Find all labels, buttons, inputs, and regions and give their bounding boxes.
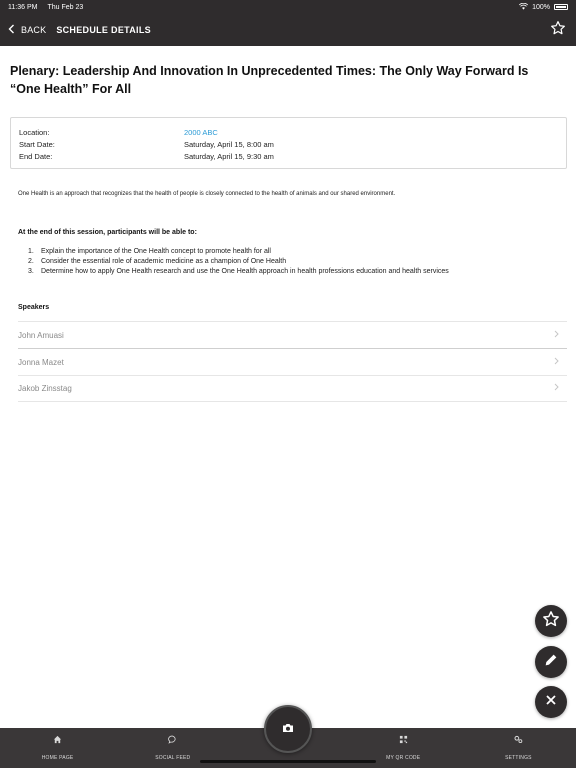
session-info-card xyxy=(10,117,567,169)
list-item: 1. Explain the importance of the One Health concept to promote health for all xyxy=(28,248,271,255)
star-outline-icon xyxy=(550,20,566,41)
location-link[interactable]: 2000 ABC xyxy=(184,127,218,137)
chevron-left-icon xyxy=(8,24,15,36)
info-row-start xyxy=(19,138,558,150)
page-title: SCHEDULE DETAILS xyxy=(56,25,151,35)
status-bar xyxy=(0,0,576,14)
list-item: 2. Consider the essential role of academic medicine as a champion of One Health xyxy=(28,258,287,265)
info-row-end xyxy=(19,150,558,162)
status-date: Thu Feb 23 xyxy=(47,3,84,11)
speaker-name: Jakob Zinsstag xyxy=(18,384,72,393)
pencil-icon xyxy=(543,652,559,673)
start-date-value: Saturday, April 15, 8:00 am xyxy=(184,139,274,149)
speaker-row-john-amuasi[interactable] xyxy=(18,321,567,348)
fab-notes-button[interactable] xyxy=(535,646,567,678)
session-description: One Health is an approach that recognizes that the health of people is closely connected to the health of animals and our shared environment. xyxy=(18,191,396,197)
speaker-list xyxy=(18,321,567,402)
home-indicator xyxy=(200,760,376,763)
tab-label: HOME PAGE xyxy=(41,755,74,761)
favorite-button[interactable] xyxy=(548,20,568,40)
speaker-name: Jonna Mazet xyxy=(18,357,64,367)
tab-home-page[interactable] xyxy=(0,728,115,768)
info-row-location xyxy=(19,126,558,138)
session-title: Plenary: Leadership And Innovation In Unprecedented Times: The Only Way Forward Is “One Health” For All xyxy=(10,64,529,96)
back-label: BACK xyxy=(21,25,47,35)
status-time: 11:36 PM xyxy=(8,3,38,11)
speaker-row-jakob-zinsstag[interactable] xyxy=(18,375,567,402)
outcomes-heading: At the end of this session, participants will be able to: xyxy=(18,229,197,236)
location-label: Location: xyxy=(19,127,50,137)
nav-bar xyxy=(0,14,576,46)
battery-icon xyxy=(554,4,568,10)
end-date-label: End Date: xyxy=(19,151,53,161)
speaker-name: John Amuasi xyxy=(18,330,64,340)
gears-icon xyxy=(514,735,523,744)
chevron-right-icon xyxy=(554,357,559,368)
chevron-right-icon xyxy=(554,330,559,341)
outcomes-list xyxy=(28,247,449,277)
chevron-right-icon xyxy=(554,383,559,394)
fab-favorite-button[interactable] xyxy=(535,605,567,637)
battery-percent: 100% xyxy=(532,3,550,11)
home-icon xyxy=(53,735,62,744)
speaker-row-jonna-mazet[interactable] xyxy=(18,348,567,375)
back-button[interactable] xyxy=(8,24,46,36)
close-icon xyxy=(545,693,557,711)
end-date-value: Saturday, April 15, 9:30 am xyxy=(184,151,274,161)
wifi-icon xyxy=(519,3,528,12)
list-item: 3. Determine how to apply One Health research and use the One Health approach in health professions education and health services xyxy=(28,268,449,275)
tab-label: SETTINGS xyxy=(505,755,532,761)
speakers-heading: Speakers xyxy=(18,304,50,311)
fab-close-button[interactable] xyxy=(535,686,567,718)
tab-label: MY QR CODE xyxy=(386,755,421,761)
camera-button[interactable] xyxy=(264,705,312,753)
chat-bubble-icon xyxy=(168,735,177,744)
qr-code-icon xyxy=(399,735,408,744)
tab-settings[interactable] xyxy=(461,728,576,768)
tab-label: SOCIAL FEED xyxy=(155,755,191,761)
star-icon xyxy=(542,610,560,633)
camera-icon xyxy=(282,720,294,738)
start-date-label: Start Date: xyxy=(19,139,55,149)
